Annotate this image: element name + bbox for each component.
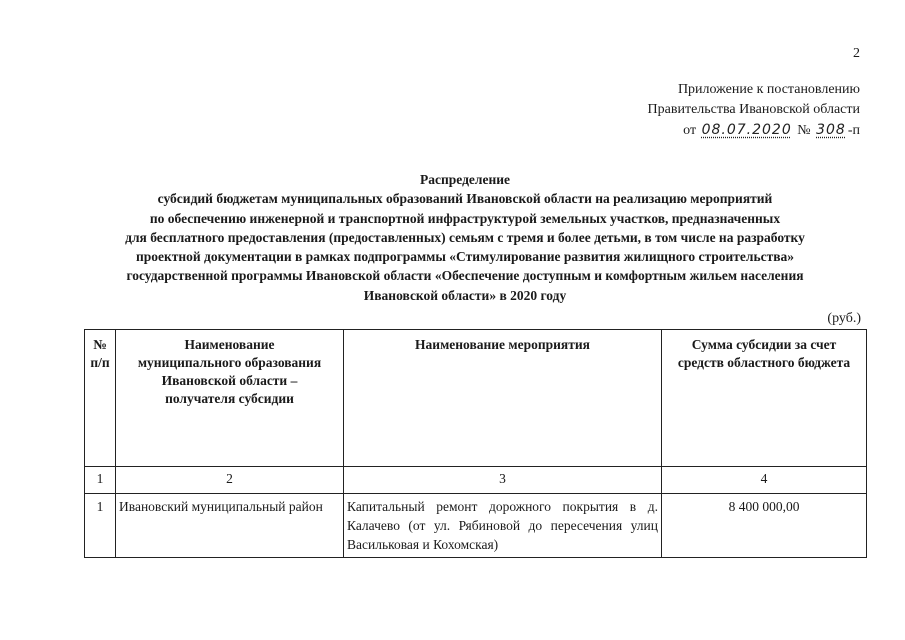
title-line-7: Ивановской области» в 2020 году <box>363 287 567 303</box>
title-line-3: по обеспечению инженерной и транспортной инфраструктурой земельных участков, предназначенных <box>149 210 781 226</box>
column-number-1: 1 <box>85 467 116 494</box>
appendix-line-2: Правительства Ивановской области <box>647 102 860 117</box>
table-row <box>85 494 867 558</box>
title-line-6: государственной программы Ивановской области «Обеспечение доступным и комфортным жильем населения <box>126 268 804 284</box>
header-number <box>85 330 116 467</box>
title-line-5: проектной документации в рамках подпрограммы «Стимулирование развития жилищного строительства» <box>135 249 795 265</box>
document-title <box>60 170 870 305</box>
row-number: 1 <box>85 494 116 558</box>
row-amount: 8 400 000,00 <box>662 494 867 558</box>
column-number-4: 4 <box>662 467 867 494</box>
number-prefix: № <box>797 123 811 138</box>
header-amount <box>662 330 867 467</box>
column-number-2: 2 <box>116 467 344 494</box>
date-prefix: от <box>683 123 697 138</box>
table-header-row <box>85 330 867 467</box>
header-recipient-line-3: Ивановской области – <box>161 373 298 388</box>
header-activity-label: Наименование мероприятия <box>415 337 590 352</box>
title-line-4: для бесплатного предоставления (предоставленных) семьям с тремя и более детьми, в том числе на разработку <box>125 229 805 245</box>
appendix-header <box>648 80 860 141</box>
page-number: 2 <box>853 46 860 61</box>
header-recipient <box>116 330 344 467</box>
appendix-date-line <box>648 120 860 141</box>
distribution-table <box>84 329 867 558</box>
header-recipient-line-1: Наименование <box>184 337 275 352</box>
header-amount-line-1: Сумма субсидии за счет <box>691 337 837 352</box>
header-number-line-2: п/п <box>90 355 110 370</box>
handwritten-number: 308 <box>816 122 846 138</box>
title-line-2: субсидий бюджетам муниципальных образований Ивановской области на реализацию мероприятий <box>157 191 773 207</box>
row-activity: Капитальный ремонт дорожного покрытия в д. Калачево (от ул. Рябиновой до пересечения улиц Васильковая и Кохомская) <box>344 494 662 558</box>
appendix-line-1: Приложение к постановлению <box>677 82 860 97</box>
header-activity <box>344 330 662 467</box>
header-recipient-line-2: муниципального образования <box>137 355 322 370</box>
handwritten-date: 08.07.2020 <box>701 122 792 138</box>
header-number-line-1: № <box>93 337 107 352</box>
column-numbering-row <box>85 467 867 494</box>
header-amount-line-2: средств областного бюджета <box>677 355 851 370</box>
column-number-3: 3 <box>344 467 662 494</box>
currency-note: (руб.) <box>827 311 861 326</box>
header-recipient-line-4: получателя субсидии <box>165 391 294 406</box>
title-line-1: Распределение <box>419 172 511 187</box>
row-recipient: Ивановский муниципальный район <box>116 494 344 558</box>
number-suffix: -п <box>847 123 860 138</box>
